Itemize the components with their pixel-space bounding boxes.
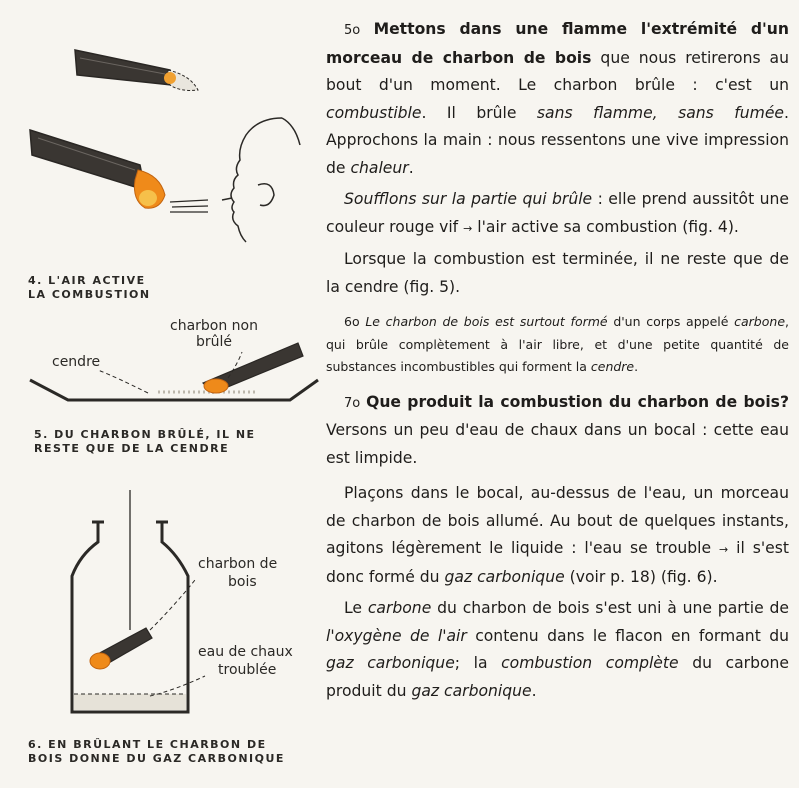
paragraph-carbon: Le carbone du charbon de bois s'est uni à une partie de l'oxygène de l'air contenu dans le flacon en formant du gaz carbonique; la combustion complète du carbone produit du gaz carbonique. (326, 599, 790, 700)
arrow-icon: → (463, 221, 473, 235)
figure-5-illustration (28, 308, 320, 418)
label-limewater-1: eau de chaux (198, 644, 293, 660)
illustrations-column (0, 0, 320, 788)
text-column (326, 16, 789, 705)
arrow-icon: → (719, 543, 729, 556)
label-unburnt-charcoal-2: brûlé (196, 334, 233, 350)
figure-4-illustration (20, 30, 310, 265)
label-limewater-2: troublée (218, 662, 277, 678)
figure-6-caption: 6. EN BRÛLANT LE CHARBON DE BOIS DONNE DU GAZ CARBONIQUE (28, 738, 285, 765)
paragraph-ash: Lorsque la combustion est terminée, il ne reste que de la cendre (fig. 5). (326, 250, 789, 296)
figure-6-illustration (50, 480, 320, 730)
paragraph-7: 7o Que produit la combustion du charbon de bois? Versons un peu d'eau de chaux dans un bocal : cette eau est limpide. (326, 392, 789, 467)
paragraph-blow: Soufflons sur la partie qui brûle : elle prend aussitôt une couleur rouge vif → l'air active sa combustion (fig. 4). (326, 190, 789, 236)
figure-4-caption: 4. L'AIR ACTIVE LA COMBUSTION (28, 274, 151, 301)
label-charcoal-1: charbon de (198, 556, 278, 572)
charcoal-stick-burning (30, 130, 165, 208)
paragraph-6: 6o Le charbon de bois est surtout formé d'un corps appelé carbone, qui brûle complètement à l'air libre, et d'une petite quantité de substances incombustibles qui forment la cendre. (326, 314, 789, 374)
paragraph-jar: Plaçons dans le bocal, au-dessus de l'eau, un morceau de charbon de bois allumé. Au bout de quelques instants, agitons légèrement le liquide : l'eau se trouble → il s'est donc formé du gaz carbonique (voir p. 18) (fig. 6). (326, 484, 790, 586)
paragraph-5: 5o Mettons dans une flamme l'extrémité d'un morceau de charbon de bois que nous retirerons au bout d'un moment. Le charbon brûle : c'est un combustible. Il brûle sans flamme, sans fumée. Approchons la main : nous ressentons une vive impression de chaleur. (326, 20, 789, 177)
label-ash: cendre (52, 354, 101, 370)
figure-5-caption: 5. DU CHARBON BRÛLÉ, IL NE RESTE QUE DE LA CENDRE (34, 428, 256, 455)
blowing-face-profile (222, 118, 300, 242)
air-breath-lines (170, 200, 208, 212)
charcoal-stick-top (75, 50, 198, 90)
label-unburnt-charcoal-1: charbon non (170, 318, 258, 334)
label-charcoal-2: bois (228, 574, 257, 590)
